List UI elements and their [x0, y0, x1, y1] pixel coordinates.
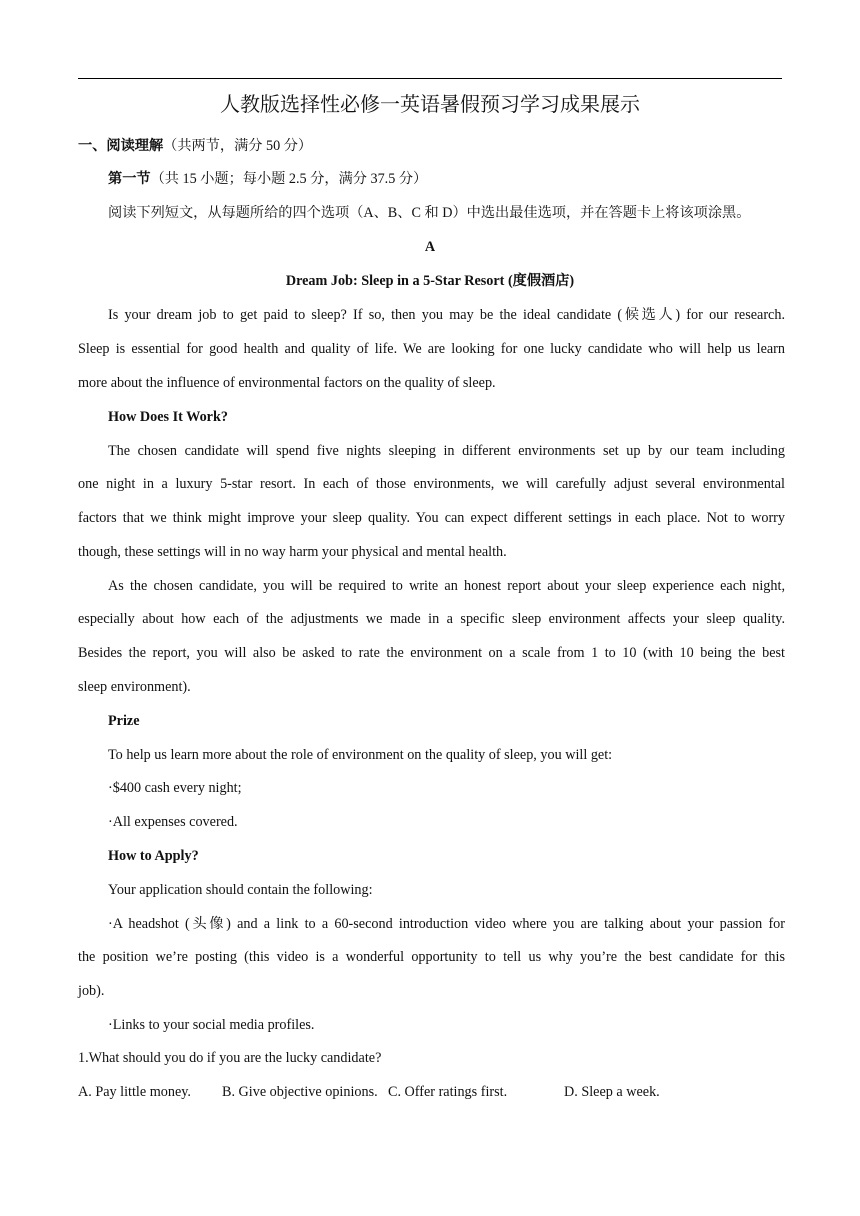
section-note: （共两节，满分 50 分）	[163, 138, 313, 154]
subheading-how-to-apply: How to Apply?	[108, 848, 199, 864]
option-c: C. Offer ratings first.	[388, 1084, 508, 1100]
subheading-how-it-works: How Does It Work?	[108, 409, 228, 425]
list-item: ·All expenses covered.	[108, 814, 238, 830]
paragraph-line: one night in a luxury 5-star resort. In each of those environments, we will carefully adjust several environmental	[78, 476, 785, 492]
list-item-line: the position we’re posting (this video is a wonderful opportunity to tell us why you’re the best candidate for this	[78, 949, 785, 965]
instructions: 阅读下列短文，从每题所给的四个选项（A、B、C 和 D）中选出最佳选项，并在答题卡上将该项涂黑。	[108, 205, 751, 221]
paragraph-line: sleep environment).	[78, 679, 191, 695]
paragraph-line: As the chosen candidate, you will be required to write an honest report about your sleep experience each night,	[108, 578, 785, 594]
paragraph-line: The chosen candidate will spend five nights sleeping in different environments set up by our team including	[108, 443, 785, 459]
option-d: D. Sleep a week.	[564, 1084, 660, 1100]
page-title: 人教版选择性必修一英语暑假预习学习成果展示	[220, 94, 640, 116]
option-a: A. Pay little money.	[78, 1084, 191, 1100]
subheading-prize: Prize	[108, 713, 140, 729]
paragraph-line: especially about how each of the adjustments we made in a specific sleep environment affects your sleep quality.	[78, 611, 785, 627]
apply-intro: Your application should contain the following:	[108, 882, 373, 898]
paragraph-line: Sleep is essential for good health and quality of life. We are looking for one lucky candidate who will help us learn	[78, 341, 785, 357]
part-heading	[108, 170, 427, 188]
paragraph-line: more about the influence of environmental factors on the quality of sleep.	[78, 375, 496, 391]
passage-title: Dream Job: Sleep in a 5-Star Resort (度假酒店)	[285, 273, 575, 289]
question-1: 1.What should you do if you are the lucky candidate?	[78, 1050, 382, 1066]
list-item-line: job).	[78, 983, 105, 999]
paragraph-line: factors that we think might improve your sleep quality. You can expect different settings in each place. Not to worry	[78, 510, 785, 526]
section-heading	[78, 137, 312, 155]
list-item: ·Links to your social media profiles.	[108, 1017, 315, 1033]
option-b: B. Give objective opinions.	[222, 1084, 378, 1100]
part-note: （共 15 小题；每小题 2.5 分，满分 37.5 分）	[150, 171, 428, 187]
paragraph-line: though, these settings will in no way harm your physical and mental health.	[78, 544, 507, 560]
paragraph-line: Besides the report, you will also be asked to rate the environment on a scale from 1 to 10 (with 10 being the best	[78, 645, 785, 661]
top-rule	[78, 78, 782, 79]
list-item: ·$400 cash every night;	[108, 780, 242, 796]
section-label: 一、阅读理解	[78, 138, 164, 154]
prize-intro: To help us learn more about the role of environment on the quality of sleep, you will get:	[108, 747, 613, 763]
part-label: 第一节	[108, 171, 151, 187]
paragraph-line: Is your dream job to get paid to sleep? If so, then you may be the ideal candidate (候选人) for our research.	[108, 307, 785, 323]
list-item-line: ·A headshot (头像) and a link to a 60-second introduction video where you are talking about your passion for	[108, 916, 785, 932]
passage-letter: A	[424, 239, 436, 255]
